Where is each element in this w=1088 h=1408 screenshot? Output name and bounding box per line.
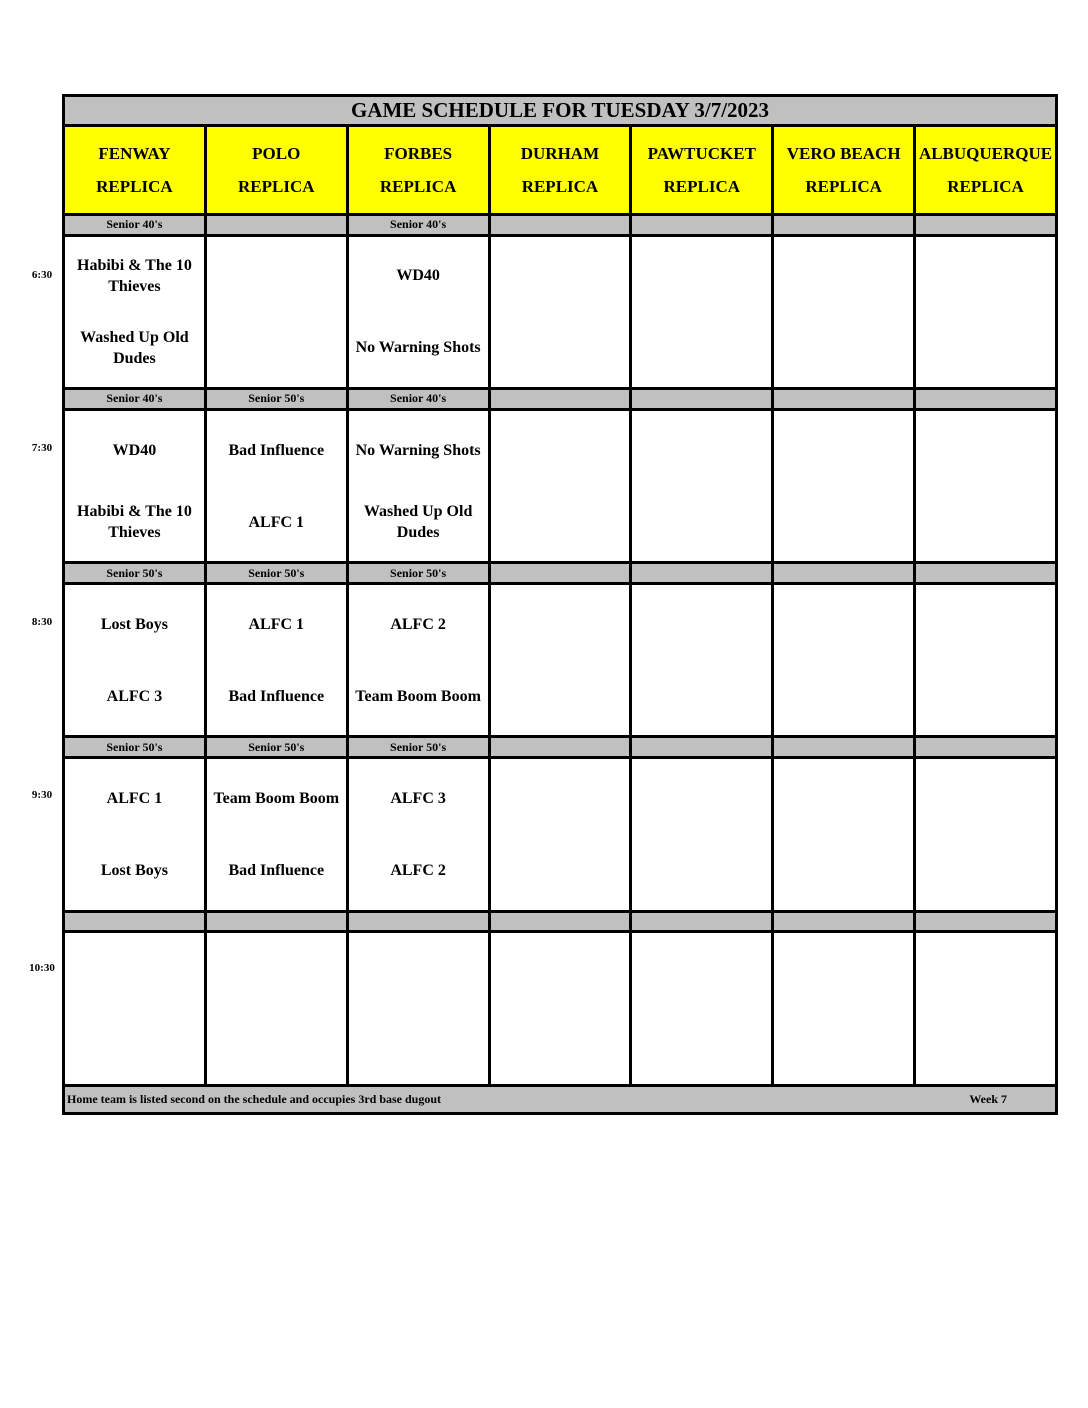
division-row [64,911,1057,932]
home-team [491,660,630,732]
away-team [491,762,630,834]
matchup [207,762,346,906]
division-label: Senior 50's [205,389,347,410]
matchup [916,414,1055,558]
matchup [916,240,1055,384]
away-team: Lost Boys [100,615,168,633]
matchup [916,762,1055,906]
matchup [632,762,771,906]
footer-cell [64,1085,1057,1113]
matchup [65,762,204,906]
home-team: Washed Up Old Dudes [80,328,189,367]
game-cell [631,758,773,911]
schedule-body [64,96,1057,1114]
home-team [632,486,771,558]
game-cell [773,235,915,388]
time-label: 10:30 [29,962,55,974]
division-label: Senior 50's [64,563,206,584]
matchup [65,240,204,384]
field-header-row [64,126,1057,215]
field-name: DURHAM [520,144,600,164]
division-label [489,563,631,584]
field-header [773,126,915,215]
game-cell [631,932,773,1085]
away-team [774,588,913,660]
away-team [491,937,630,1009]
division-label [64,911,206,932]
game-cell [489,584,631,737]
footer-content [65,1092,1055,1107]
field-subtitle: REPLICA [805,177,882,197]
division-label [489,911,631,932]
matchup [632,588,771,732]
away-team [916,240,1055,312]
game-cell [915,409,1057,562]
division-label [489,389,631,410]
away-team [774,937,913,1009]
division-label: Senior 50's [64,737,206,758]
game-cell [631,235,773,388]
game-cell [64,409,206,562]
away-team [916,588,1055,660]
away-team: ALFC 2 [390,615,446,633]
home-team: Washed Up Old Dudes [363,503,473,542]
division-label [631,563,773,584]
matchup [349,937,488,1081]
home-team [774,660,913,732]
matchup [207,937,346,1081]
division-label [915,214,1057,235]
title-row [64,96,1057,126]
home-team [916,312,1055,384]
home-team [774,312,913,384]
division-label [773,563,915,584]
home-team: ALFC 2 [390,861,446,879]
home-team [491,312,630,384]
matchup [774,588,913,732]
field-header [64,126,206,215]
matchup [349,414,488,558]
division-label [915,737,1057,758]
division-label [773,911,915,932]
away-team [916,414,1055,486]
home-team: No Warning Shots [355,339,481,357]
matchup [774,762,913,906]
game-cell [347,584,489,737]
schedule-title: GAME SCHEDULE FOR TUESDAY 3/7/2023 [64,96,1057,126]
away-team [491,414,630,486]
game-cell [347,409,489,562]
away-team [632,588,771,660]
home-team: Lost Boys [100,861,168,879]
home-team: Bad Influence [228,687,325,705]
division-row [64,563,1057,584]
division-label [915,911,1057,932]
time-label: 7:30 [31,442,53,454]
game-cell [915,932,1057,1085]
home-team: Habibi & The 10 Thieves [77,503,192,542]
matchup [491,414,630,558]
home-team [916,486,1055,558]
home-team [632,312,771,384]
away-team: ALFC 3 [390,789,446,807]
game-row [64,584,1057,737]
game-cell [64,584,206,737]
away-team: Habibi & The 10 Thieves [77,256,192,295]
game-cell [489,235,631,388]
game-cell [773,409,915,562]
field-header [205,126,347,215]
home-team: Bad Influence [228,861,325,879]
matchup [349,762,488,906]
away-team [632,240,771,312]
division-label [631,389,773,410]
division-label [915,389,1057,410]
game-cell [489,758,631,911]
game-cell [631,584,773,737]
division-label [489,737,631,758]
matchup [349,588,488,732]
matchup [774,414,913,558]
footer-row [64,1085,1057,1113]
division-label: Senior 50's [347,563,489,584]
game-row [64,932,1057,1085]
home-team [774,1009,913,1081]
game-cell [915,584,1057,737]
division-label: Senior 50's [347,737,489,758]
home-team: ALFC 3 [106,687,163,705]
game-cell [347,758,489,911]
away-team [632,762,771,834]
game-cell [489,409,631,562]
division-label [773,214,915,235]
matchup [349,240,488,384]
matchup [916,588,1055,732]
game-cell [205,409,347,562]
game-cell [205,584,347,737]
away-team [491,588,630,660]
home-team [774,834,913,906]
away-team: ALFC 1 [248,615,305,633]
division-label [631,911,773,932]
game-cell [347,932,489,1085]
matchup [491,762,630,906]
home-team [207,312,346,384]
matchup [632,937,771,1081]
field-subtitle: REPLICA [96,177,173,197]
home-team: ALFC 1 [248,513,305,531]
matchup [491,937,630,1081]
home-team [632,834,771,906]
field-name: ALBUQUERQUE [918,144,1053,164]
away-team [207,240,346,312]
away-team [65,937,204,1009]
home-team [491,1009,630,1081]
away-team: Team Boom Boom [213,789,340,807]
matchup [774,937,913,1081]
away-team [774,762,913,834]
game-cell [64,235,206,388]
footer-note: Home team is listed second on the schedule and occupies 3rd base dugout [67,1091,442,1106]
home-team [349,1009,488,1081]
game-cell [773,584,915,737]
division-label [631,737,773,758]
schedule-sheet [62,94,1058,1115]
home-team [491,834,630,906]
away-team: No Warning Shots [355,441,481,459]
field-name: FENWAY [98,144,171,164]
game-cell [773,758,915,911]
away-team [916,937,1055,1009]
division-row [64,214,1057,235]
home-team [916,660,1055,732]
time-label: 6:30 [31,269,53,281]
game-cell [631,409,773,562]
game-cell [915,235,1057,388]
field-name: FORBES [384,144,453,164]
division-label: Senior 40's [347,389,489,410]
away-team [632,414,771,486]
division-label: Senior 40's [64,389,206,410]
game-cell [64,932,206,1085]
division-label [915,563,1057,584]
division-label: Senior 50's [205,563,347,584]
home-team [632,1009,771,1081]
division-row [64,737,1057,758]
home-team [774,486,913,558]
away-team [916,762,1055,834]
game-row [64,409,1057,562]
division-row [64,389,1057,410]
away-team [491,240,630,312]
field-subtitle: REPLICA [947,177,1024,197]
division-label [205,911,347,932]
matchup [65,937,204,1081]
home-team [491,486,630,558]
game-cell [773,932,915,1085]
away-team: WD40 [112,441,157,459]
game-cell [64,758,206,911]
time-label: 9:30 [31,789,53,801]
home-team [207,1009,346,1081]
away-team [207,937,346,1009]
division-label: Senior 40's [347,214,489,235]
division-label [773,737,915,758]
game-cell [489,932,631,1085]
game-cell [347,235,489,388]
home-team [632,660,771,732]
away-team: WD40 [396,267,440,285]
field-header [915,126,1057,215]
division-label [773,389,915,410]
matchup [491,588,630,732]
matchup [207,240,346,384]
home-team [916,1009,1055,1081]
away-team [774,414,913,486]
field-name: VERO BEACH [786,144,901,164]
division-label [489,214,631,235]
time-label: 8:30 [31,616,53,628]
week-label: Week 7 [969,1091,1007,1106]
matchup [774,240,913,384]
field-name: POLO [252,144,301,164]
matchup [632,240,771,384]
field-name: PAWTUCKET [647,144,756,164]
division-label [347,911,489,932]
away-team [632,937,771,1009]
field-header [347,126,489,215]
game-cell [915,758,1057,911]
home-team [65,1009,204,1081]
game-cell [205,758,347,911]
field-subtitle: REPLICA [379,177,457,197]
game-row [64,758,1057,911]
matchup [207,414,346,558]
away-team: ALFC 1 [106,789,163,807]
home-team: Team Boom Boom [355,687,481,705]
division-label: Senior 50's [205,737,347,758]
matchup [916,937,1055,1081]
matchup [65,588,204,732]
matchup [207,588,346,732]
division-label [631,214,773,235]
away-team: Bad Influence [228,441,325,459]
field-subtitle: REPLICA [663,177,741,197]
away-team [349,937,488,1009]
division-label [205,214,347,235]
division-label: Senior 40's [64,214,206,235]
schedule-table [62,94,1058,1115]
home-team [916,834,1055,906]
game-row [64,235,1057,388]
away-team [774,240,913,312]
field-header [631,126,773,215]
field-subtitle: REPLICA [238,177,315,197]
game-cell [205,932,347,1085]
field-header [489,126,631,215]
matchup [491,240,630,384]
game-cell [205,235,347,388]
matchup [632,414,771,558]
field-subtitle: REPLICA [521,177,599,197]
matchup [65,414,204,558]
